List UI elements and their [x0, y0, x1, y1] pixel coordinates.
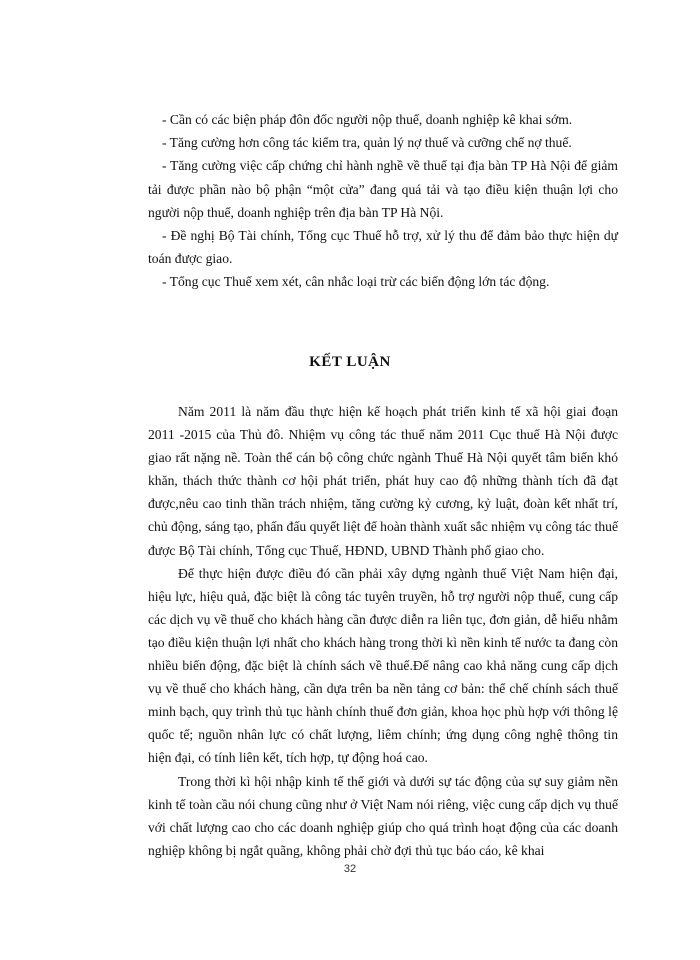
section-heading: KẾT LUẬN: [309, 354, 391, 370]
list-item: - Tăng cường hơn công tác kiểm tra, quản lý nợ thuế và cưỡng chế nợ thuế.: [162, 135, 572, 151]
paragraph: Để thực hiện được điều đó cần phải xây dựng ngành thuế Việt Nam hiện đại, hiệu lực, hiệu quả, đặc biệt là công tác tuyên truyền, hỗ trợ người nộp thuế, cung cấp các dịch vụ về thuế cho khách hàng cần được diễn ra liên tục, đơn giản, dễ hiểu nhằm tạo điều kiện thuận lợi nhất cho khách hàng trong thời kì nền kinh tế nước ta đang còn nhiều biến động, đặc biệt là chính sách về thuế.Để nâng cao khả năng cung cấp dịch vụ về thuế cho khách hàng, cần dựa trên ba nền tảng cơ bản: thể chế chính sách thuế minh bạch, quy trình thủ tục hành chính thuế đơn giản, khoa học phù hợp với thông lệ quốc tế; nguồn nhân lực có chất lượng, liêm chính; ứng dụng công nghệ thông tin hiện đại, có tính liên kết, tích hợp, tự động hoá cao.: [148, 565, 618, 766]
list-item: - Cần có các biện pháp đôn đốc người nộp thuế, doanh nghiệp kê khai sớm.: [162, 112, 573, 127]
recommendation-list: [148, 108, 618, 294]
list-item: - Tổng cục Thuế xem xét, cân nhắc loại trừ các biến động lớn tác động.: [162, 274, 550, 290]
page-number: 32: [343, 863, 357, 875]
paragraph: Năm 2011 là năm đầu thực hiện kế hoạch phát triển kinh tế xã hội giai đoạn 2011 -2015 của Thủ đô. Nhiệm vụ công tác thuế năm 2011 Cục thuế Hà Nội được giao rất nặng nề. Toàn thể cán bộ công chức ngành Thuế Hà Nội quyết tâm biến khó khăn, thách thức thành cơ hội phát triển, phát huy cao độ những thành tích đã đạt được,nêu cao tinh thần trách nhiệm, tăng cường kỷ cương, kỷ luật, đoàn kết nhất trí, chủ động, sáng tạo, phấn đấu quyết liệt để hoàn thành xuất sắc nhiệm vụ công tác thuế được Bộ Tài chính, Tổng cục Thuế, HĐND, UBND Thành phố giao cho.: [148, 404, 618, 558]
list-item: - Đề nghị Bộ Tài chính, Tổng cục Thuế hỗ trợ, xử lý thu để đảm bảo thực hiện dự toán được giao.: [148, 228, 618, 267]
list-item: - Tăng cường việc cấp chứng chỉ hành nghề về thuế tại địa bàn TP Hà Nội để giảm tải được phần nào bộ phận “một cửa” đang quá tải và tạo điều kiện thuận lợi cho người nộp thuế, doanh nghiệp trên địa bàn TP Hà Nội.: [148, 158, 618, 220]
paragraph: Trong thời kì hội nhập kinh tế thế giới và dưới sự tác động của sự suy giảm nền kinh tế toàn cầu nói chung cũng như ở Việt Nam nói riêng, việc cung cấp dịch vụ thuế với chất lượng cao cho các doanh nghiệp giúp cho quá trình hoạt động của các doanh nghiệp không bị ngắt quãng, không phải chờ đợi thủ tục báo cáo, kê khai: [148, 773, 618, 858]
conclusion-body: [148, 400, 618, 862]
